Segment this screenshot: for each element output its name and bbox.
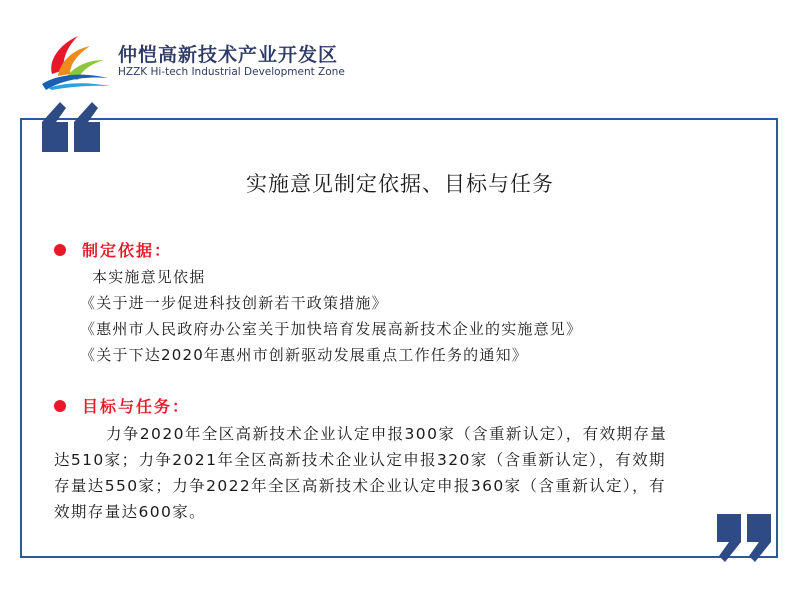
basis-line: 本实施意见依据 xyxy=(92,268,206,286)
basis-heading-row xyxy=(54,238,172,261)
open-quote-icon xyxy=(40,100,102,156)
org-name-en: HZZK Hi-tech Industrial Development Zone xyxy=(118,66,345,78)
logo-mark-icon xyxy=(38,30,112,90)
goals-heading: 目标与任务： xyxy=(82,397,191,416)
goals-line: 效期存量达600家。 xyxy=(54,503,207,521)
bullet-icon xyxy=(54,400,66,412)
goals-line: 达510家；力争2021年全区高新技术企业认定申报320家（含重新认定），有效期 xyxy=(54,451,666,469)
bullet-icon xyxy=(54,244,66,256)
basis-line: 《惠州市人民政府办公室关于加快培育发展高新技术企业的实施意见》 xyxy=(80,320,583,338)
basis-line: 《关于进一步促进科技创新若干政策措施》 xyxy=(80,294,388,312)
goals-line: 存量达550家；力争2022年全区高新技术企业认定申报360家（含重新认定），有 xyxy=(54,477,666,495)
org-name-cn: 仲恺高新技术产业开发区 xyxy=(118,44,339,66)
close-quote-icon xyxy=(715,512,775,564)
goals-heading-row xyxy=(54,394,190,417)
goals-line: 力争2020年全区高新技术企业认定申报300家（含重新认定），有效期存量 xyxy=(106,425,668,443)
basis-heading: 制定依据： xyxy=(82,241,173,260)
page-title: 实施意见制定依据、目标与任务 xyxy=(246,172,554,196)
basis-line: 《关于下达2020年惠州市创新驱动发展重点工作任务的通知》 xyxy=(80,346,528,364)
